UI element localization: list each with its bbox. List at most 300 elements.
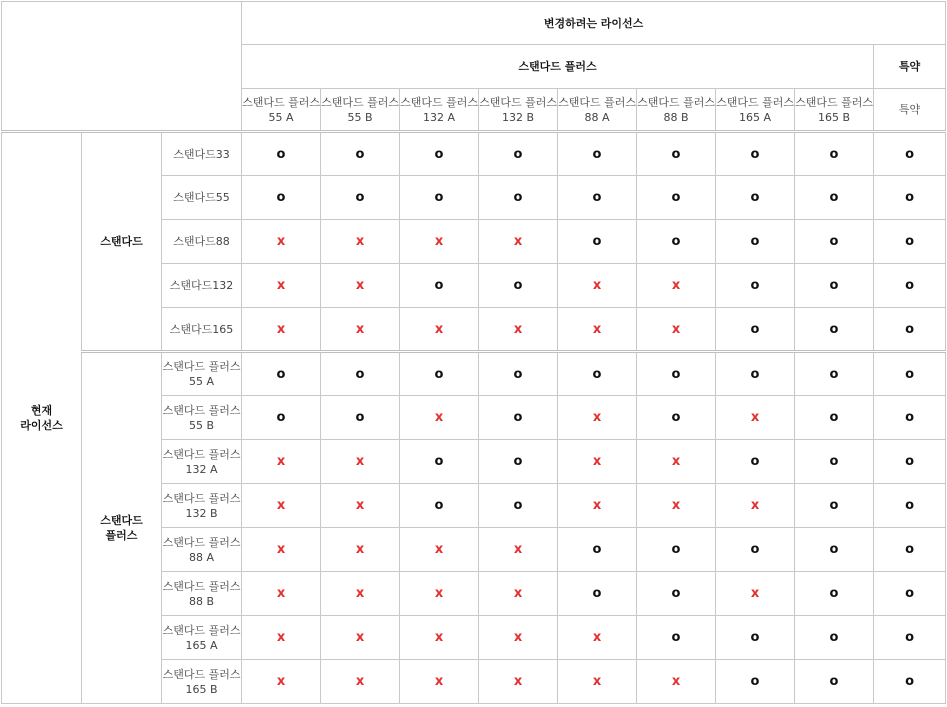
allowed-mark: o [829, 630, 839, 645]
not-allowed-mark: x [671, 674, 681, 689]
compatibility-cell [716, 528, 795, 572]
column-header-line1: 스탠다드 플러스 [637, 95, 715, 109]
allowed-mark: o [671, 542, 681, 557]
column-header [795, 89, 874, 132]
allowed-mark: o [829, 321, 839, 337]
compatibility-cell [321, 528, 400, 572]
allowed-mark: o [434, 146, 444, 162]
compatibility-cell [479, 572, 558, 616]
compatibility-cell [874, 616, 946, 660]
not-allowed-mark: x [513, 586, 523, 601]
allowed-mark: o [434, 190, 444, 205]
compatibility-cell [795, 572, 874, 616]
compatibility-cell [400, 308, 479, 352]
row-label-line1: 스탠다드165 [169, 322, 234, 336]
allowed-mark: o [905, 454, 915, 469]
compatibility-cell [242, 396, 321, 440]
allowed-mark: o [513, 278, 523, 293]
allowed-mark: o [671, 234, 681, 249]
column-header [321, 89, 400, 132]
compatibility-cell [637, 396, 716, 440]
not-allowed-mark: x [592, 498, 602, 513]
compatibility-cell [558, 440, 637, 484]
compatibility-cell [558, 660, 637, 704]
compatibility-cell [479, 616, 558, 660]
not-allowed-mark: x [355, 498, 365, 513]
current-license-row-label [162, 660, 242, 704]
allowed-mark: o [829, 190, 839, 205]
compatibility-cell [479, 440, 558, 484]
row-label-line2: 88 A [188, 550, 215, 564]
row-label-line2: 165 B [185, 682, 218, 696]
allowed-mark: o [513, 146, 523, 162]
not-allowed-mark: x [592, 454, 602, 469]
row-label-line2: 165 A [185, 638, 218, 652]
compatibility-cell [874, 660, 946, 704]
compatibility-cell [637, 660, 716, 704]
compatibility-cell [795, 440, 874, 484]
allowed-mark: o [355, 146, 365, 162]
license-group-label-line1: 스탠다드 [100, 514, 143, 527]
not-allowed-mark: x [276, 586, 286, 601]
not-allowed-mark: x [434, 630, 444, 645]
compatibility-cell [242, 220, 321, 264]
compatibility-cell [874, 176, 946, 220]
column-header [874, 89, 946, 132]
column-header-line2: 132 A [423, 110, 456, 124]
not-allowed-mark: x [276, 498, 286, 513]
compatibility-cell [795, 176, 874, 220]
compatibility-cell [242, 528, 321, 572]
row-label-line1: 스탠다드 플러스 [162, 623, 241, 637]
not-allowed-mark: x [355, 321, 365, 337]
not-allowed-mark: x [513, 674, 523, 689]
compatibility-cell [558, 484, 637, 528]
allowed-mark: o [671, 366, 681, 382]
allowed-mark: o [905, 146, 915, 162]
current-license-row-label [162, 572, 242, 616]
allowed-mark: o [592, 366, 602, 382]
compatibility-cell [479, 264, 558, 308]
compatibility-cell [795, 528, 874, 572]
not-allowed-mark: x [355, 674, 365, 689]
allowed-mark: o [829, 454, 839, 469]
compatibility-cell [400, 528, 479, 572]
allowed-mark: o [671, 630, 681, 645]
compatibility-cell [874, 220, 946, 264]
allowed-mark: o [829, 366, 839, 382]
allowed-mark: o [671, 586, 681, 601]
table-row [2, 352, 946, 396]
allowed-mark: o [829, 146, 839, 162]
compatibility-cell [321, 308, 400, 352]
column-header-line1: 스탠다드 플러스 [716, 95, 794, 109]
not-allowed-mark: x [276, 454, 286, 469]
allowed-mark: o [829, 498, 839, 513]
column-header-line1: 스탠다드 플러스 [242, 95, 320, 109]
compatibility-cell [321, 572, 400, 616]
compatibility-cell [242, 352, 321, 396]
not-allowed-mark: x [355, 542, 365, 557]
compatibility-cell [795, 132, 874, 176]
compatibility-cell [321, 660, 400, 704]
compatibility-cell [479, 176, 558, 220]
not-allowed-mark: x [355, 454, 365, 469]
compatibility-cell [558, 616, 637, 660]
compatibility-cell [637, 528, 716, 572]
column-header [242, 89, 321, 132]
row-label-line1: 스탠다드 플러스 [162, 360, 241, 373]
compatibility-cell [400, 396, 479, 440]
column-header-line2: 165 A [739, 110, 772, 124]
column-header-line1: 스탠다드 플러스 [558, 95, 636, 109]
compatibility-cell [400, 264, 479, 308]
standard-plus-group-header: 스탠다드 플러스 [242, 45, 874, 89]
compatibility-cell [479, 660, 558, 704]
compatibility-cell [795, 220, 874, 264]
allowed-mark: o [592, 234, 602, 249]
allowed-mark: o [434, 366, 444, 382]
compatibility-cell [637, 616, 716, 660]
table-row [2, 132, 946, 176]
allowed-mark: o [905, 321, 915, 337]
allowed-mark: o [750, 366, 760, 382]
not-allowed-mark: x [513, 234, 523, 249]
column-header [716, 89, 795, 132]
row-label-line1: 스탠다드 플러스 [162, 403, 241, 417]
compatibility-cell [637, 308, 716, 352]
compatibility-cell [795, 484, 874, 528]
not-allowed-mark: x [434, 586, 444, 601]
compatibility-cell [242, 264, 321, 308]
compatibility-cell [321, 616, 400, 660]
compatibility-cell [400, 440, 479, 484]
compatibility-cell [716, 352, 795, 396]
row-label-line2: 88 B [188, 594, 215, 608]
row-label-line2: 55 A [188, 375, 215, 388]
compatibility-cell [479, 528, 558, 572]
column-header-line1: 스탠다드 플러스 [400, 95, 478, 109]
not-allowed-mark: x [434, 542, 444, 557]
compatibility-cell [321, 484, 400, 528]
compatibility-cell [321, 220, 400, 264]
allowed-mark: o [671, 146, 681, 162]
not-allowed-mark: x [592, 630, 602, 645]
row-label-line2: 132 B [185, 506, 218, 520]
not-allowed-mark: x [434, 674, 444, 689]
compatibility-cell [242, 660, 321, 704]
allowed-mark: o [592, 586, 602, 601]
compatibility-cell [716, 396, 795, 440]
compatibility-cell [242, 440, 321, 484]
allowed-mark: o [905, 234, 915, 249]
not-allowed-mark: x [355, 630, 365, 645]
compatibility-cell [479, 220, 558, 264]
compatibility-cell [558, 132, 637, 176]
allowed-mark: o [829, 234, 839, 249]
compatibility-cell [242, 308, 321, 352]
allowed-mark: o [513, 454, 523, 469]
compatibility-cell [400, 176, 479, 220]
allowed-mark: o [829, 586, 839, 601]
column-header [558, 89, 637, 132]
compatibility-cell [321, 440, 400, 484]
compatibility-cell [874, 572, 946, 616]
allowed-mark: o [905, 586, 915, 601]
not-allowed-mark: x [276, 234, 286, 249]
allowed-mark: o [355, 410, 365, 425]
row-label-line1: 스탠다드 플러스 [162, 447, 241, 461]
compatibility-cell [874, 132, 946, 176]
compatibility-cell [558, 352, 637, 396]
not-allowed-mark: x [750, 410, 760, 425]
compatibility-cell [716, 220, 795, 264]
compatibility-cell [874, 264, 946, 308]
compatibility-cell [795, 352, 874, 396]
not-allowed-mark: x [434, 410, 444, 425]
compatibility-cell [874, 352, 946, 396]
allowed-mark: o [905, 410, 915, 425]
license-group-label [82, 352, 162, 704]
not-allowed-mark: x [513, 542, 523, 557]
current-license-row-label [162, 132, 242, 176]
compatibility-cell [637, 572, 716, 616]
not-allowed-mark: x [671, 454, 681, 469]
allowed-mark: o [513, 410, 523, 425]
compatibility-cell [321, 396, 400, 440]
current-license-row-label [162, 484, 242, 528]
compatibility-cell [479, 308, 558, 352]
compatibility-cell [716, 616, 795, 660]
allowed-mark: o [434, 454, 444, 469]
not-allowed-mark: x [434, 234, 444, 249]
compatibility-cell [795, 660, 874, 704]
allowed-mark: o [829, 410, 839, 425]
allowed-mark: o [905, 278, 915, 293]
current-license-line1: 현재 [30, 404, 53, 417]
current-license-label [2, 132, 82, 704]
allowed-mark: o [513, 190, 523, 205]
allowed-mark: o [750, 542, 760, 557]
allowed-mark: o [276, 146, 286, 162]
column-header [637, 89, 716, 132]
allowed-mark: o [750, 278, 760, 293]
license-group-label: 스탠다드 [82, 132, 162, 352]
current-license-row-label [162, 396, 242, 440]
target-license-header: 변경하려는 라이선스 [242, 2, 946, 45]
current-license-row-label [162, 308, 242, 352]
column-header-line2: 88 B [663, 110, 689, 124]
column-header-line2: 55 A [268, 110, 294, 124]
corner-cell [2, 2, 242, 132]
allowed-mark: o [750, 234, 760, 249]
not-allowed-mark: x [671, 498, 681, 513]
compatibility-cell [558, 528, 637, 572]
compatibility-cell [558, 176, 637, 220]
allowed-mark: o [355, 190, 365, 205]
compatibility-cell [242, 484, 321, 528]
allowed-mark: o [513, 366, 523, 382]
allowed-mark: o [829, 278, 839, 293]
not-allowed-mark: x [513, 630, 523, 645]
compatibility-cell [321, 132, 400, 176]
allowed-mark: o [671, 190, 681, 205]
compatibility-cell [795, 616, 874, 660]
column-header-line1: 스탠다드 플러스 [321, 95, 399, 109]
compatibility-cell [716, 308, 795, 352]
current-license-row-label [162, 220, 242, 264]
allowed-mark: o [434, 278, 444, 293]
column-header-line2: 132 B [501, 110, 535, 124]
not-allowed-mark: x [355, 586, 365, 601]
allowed-mark: o [434, 498, 444, 513]
compatibility-cell [479, 396, 558, 440]
not-allowed-mark: x [276, 278, 286, 293]
compatibility-cell [716, 484, 795, 528]
allowed-mark: o [355, 366, 365, 382]
allowed-mark: o [750, 190, 760, 205]
column-header-line1: 스탠다드 플러스 [479, 95, 557, 109]
column-header-line2: 88 A [584, 110, 610, 124]
not-allowed-mark: x [276, 542, 286, 557]
compatibility-cell [558, 264, 637, 308]
compatibility-cell [716, 440, 795, 484]
allowed-mark: o [276, 366, 286, 382]
compatibility-cell [637, 220, 716, 264]
not-allowed-mark: x [434, 321, 444, 337]
compatibility-cell [400, 484, 479, 528]
compatibility-cell [874, 396, 946, 440]
compatibility-cell [479, 132, 558, 176]
compatibility-cell [321, 264, 400, 308]
compatibility-cell [637, 176, 716, 220]
row-label-line1: 스탠다드33 [173, 147, 230, 161]
row-label-line1: 스탠다드 플러스 [162, 579, 241, 593]
allowed-mark: o [750, 630, 760, 645]
row-label-line2: 132 A [185, 462, 218, 476]
compatibility-cell [400, 616, 479, 660]
compatibility-cell [874, 484, 946, 528]
column-header-line1: 스탠다드 플러스 [795, 95, 873, 109]
column-header-line2: 165 B [817, 110, 851, 124]
compatibility-cell [400, 220, 479, 264]
allowed-mark: o [592, 542, 602, 557]
allowed-mark: o [905, 366, 915, 382]
column-header-line1: 특약 [898, 103, 921, 116]
current-license-row-label [162, 352, 242, 396]
compatibility-cell [400, 572, 479, 616]
compatibility-cell [637, 484, 716, 528]
compatibility-cell [479, 352, 558, 396]
license-change-matrix [1, 1, 946, 704]
compatibility-cell [795, 264, 874, 308]
compatibility-cell [479, 484, 558, 528]
not-allowed-mark: x [355, 278, 365, 293]
allowed-mark: o [829, 542, 839, 557]
not-allowed-mark: x [513, 321, 523, 337]
current-license-row-label [162, 528, 242, 572]
allowed-mark: o [750, 454, 760, 469]
row-label-line2: 55 B [188, 418, 215, 432]
row-label-line1: 스탠다드 플러스 [162, 667, 241, 681]
compatibility-cell [795, 396, 874, 440]
current-license-line2: 라이선스 [20, 419, 63, 432]
allowed-mark: o [750, 321, 760, 337]
compatibility-cell [874, 440, 946, 484]
not-allowed-mark: x [671, 321, 681, 337]
not-allowed-mark: x [276, 674, 286, 689]
allowed-mark: o [750, 146, 760, 162]
compatibility-cell [874, 528, 946, 572]
compatibility-cell [558, 308, 637, 352]
compatibility-cell [558, 396, 637, 440]
not-allowed-mark: x [671, 278, 681, 293]
compatibility-cell [795, 308, 874, 352]
allowed-mark: o [513, 498, 523, 513]
row-label-line1: 스탠다드132 [169, 279, 234, 292]
allowed-mark: o [905, 190, 915, 205]
compatibility-cell [716, 264, 795, 308]
compatibility-cell [242, 176, 321, 220]
not-allowed-mark: x [592, 410, 602, 425]
license-group-label-line2: 플러스 [105, 529, 138, 542]
compatibility-cell [242, 572, 321, 616]
not-allowed-mark: x [276, 321, 286, 337]
compatibility-cell [716, 660, 795, 704]
allowed-mark: o [592, 146, 602, 162]
compatibility-cell [400, 660, 479, 704]
compatibility-cell [558, 220, 637, 264]
not-allowed-mark: x [276, 630, 286, 645]
not-allowed-mark: x [750, 586, 760, 601]
column-header-line2: 55 B [347, 110, 373, 124]
compatibility-cell [242, 132, 321, 176]
compatibility-cell [637, 132, 716, 176]
column-header [400, 89, 479, 132]
row-label-line1: 스탠다드 플러스 [162, 535, 241, 549]
current-license-row-label [162, 176, 242, 220]
current-license-row-label [162, 264, 242, 308]
special-group-header: 특약 [874, 45, 946, 89]
allowed-mark: o [905, 630, 915, 645]
compatibility-cell [716, 132, 795, 176]
compatibility-cell [637, 352, 716, 396]
not-allowed-mark: x [750, 498, 760, 513]
current-license-row-label [162, 616, 242, 660]
allowed-mark: o [592, 190, 602, 205]
allowed-mark: o [750, 674, 760, 689]
compatibility-cell [716, 176, 795, 220]
compatibility-cell [400, 352, 479, 396]
compatibility-cell [637, 440, 716, 484]
current-license-row-label [162, 440, 242, 484]
row-label-line1: 스탠다드55 [173, 191, 230, 204]
compatibility-cell [242, 616, 321, 660]
allowed-mark: o [905, 498, 915, 513]
allowed-mark: o [829, 674, 839, 689]
column-header [479, 89, 558, 132]
compatibility-cell [321, 352, 400, 396]
not-allowed-mark: x [592, 321, 602, 337]
allowed-mark: o [905, 674, 915, 689]
compatibility-cell [321, 176, 400, 220]
not-allowed-mark: x [592, 278, 602, 293]
row-label-line1: 스탠다드88 [173, 235, 230, 248]
not-allowed-mark: x [592, 674, 602, 689]
compatibility-cell [558, 572, 637, 616]
row-label-line1: 스탠다드 플러스 [162, 491, 241, 505]
compatibility-cell [400, 132, 479, 176]
